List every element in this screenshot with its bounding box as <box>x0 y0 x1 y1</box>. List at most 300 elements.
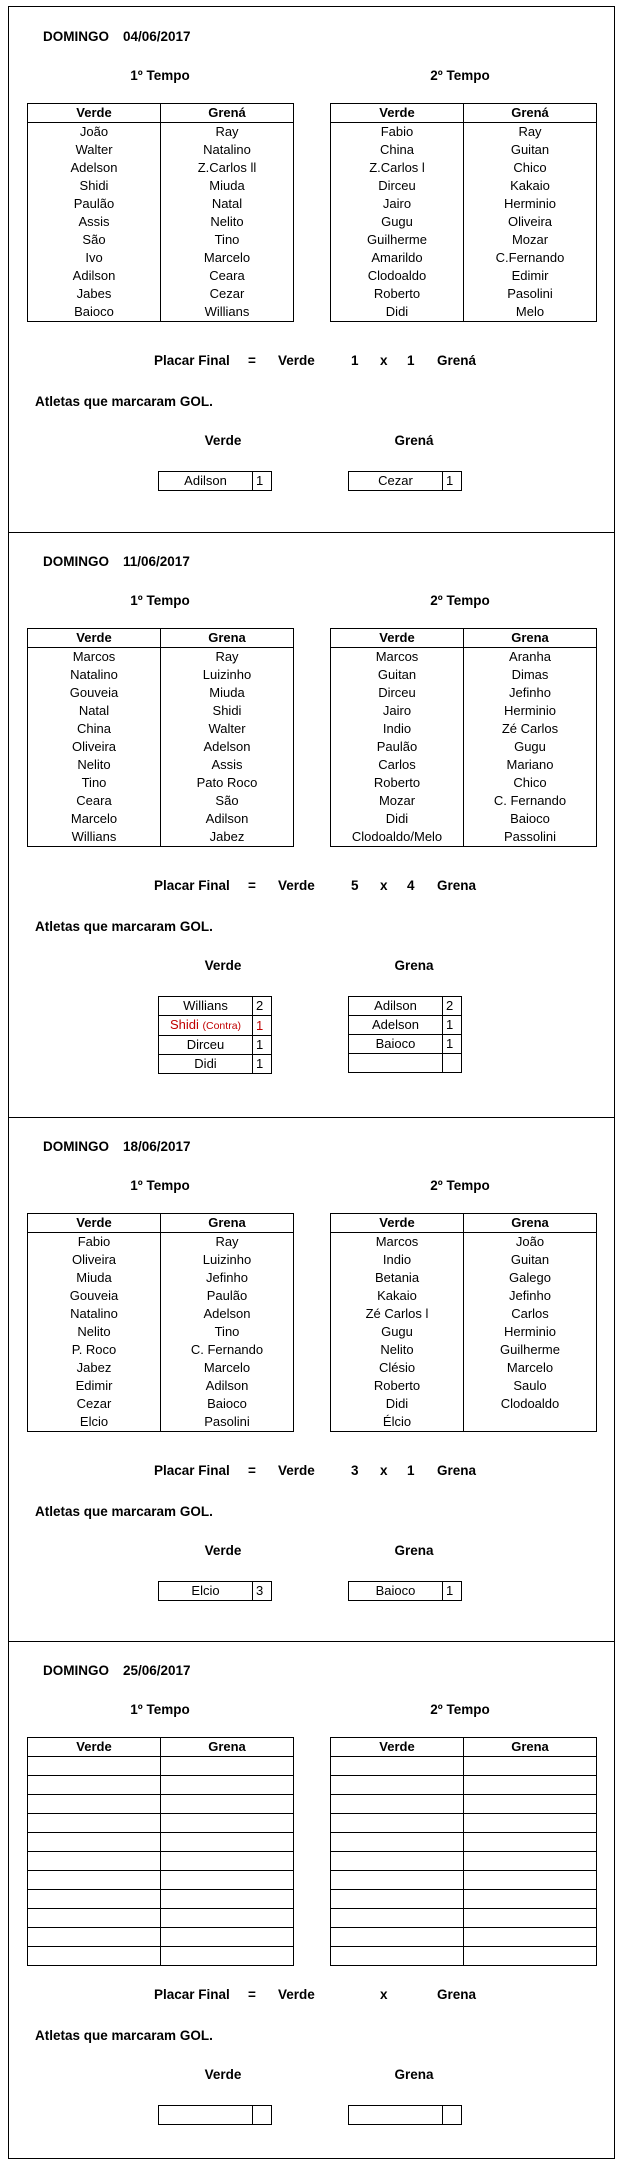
scorer-name <box>349 1035 443 1054</box>
player-grena: Chico <box>464 159 597 177</box>
player-verde: Z.Carlos l <box>331 159 464 177</box>
table-row <box>331 1269 597 1287</box>
player-verde: Indio <box>331 1251 464 1269</box>
table-row <box>331 1287 597 1305</box>
player-verde <box>28 1795 161 1814</box>
player-grena: Pasolini <box>464 285 597 303</box>
player-grena: Dimas <box>464 666 597 684</box>
player-verde <box>331 1852 464 1871</box>
player-grena <box>161 1795 294 1814</box>
player-verde: Marcos <box>331 1233 464 1252</box>
grena-scorers-table <box>348 2105 462 2125</box>
scorers-verde-title: Verde <box>204 1543 242 1558</box>
scorers-grena-title: Grená <box>394 433 434 448</box>
first-half-lineup-table <box>27 103 294 322</box>
player-grena: Baioco <box>161 1395 294 1413</box>
column-header-grena: Grená <box>161 104 294 123</box>
player-grena: Aranha <box>464 648 597 667</box>
table-row <box>28 828 294 847</box>
table-row <box>28 1413 294 1432</box>
player-grena <box>464 1776 597 1795</box>
player-verde: Gouveia <box>28 684 161 702</box>
player-grena <box>464 1852 597 1871</box>
final-score-goals-grena: 1 <box>407 1463 415 1478</box>
scorer-name-text: Baioco <box>375 1036 416 1051</box>
table-row <box>331 1909 597 1928</box>
table-row <box>331 792 597 810</box>
player-verde: P. Roco <box>28 1341 161 1359</box>
scorer-row <box>349 997 462 1016</box>
player-verde <box>28 1833 161 1852</box>
column-header-verde: Verde <box>331 104 464 123</box>
scorer-name <box>159 997 253 1016</box>
scorer-name <box>349 2106 443 2125</box>
player-verde: Indio <box>331 720 464 738</box>
scorer-name <box>159 1055 253 1074</box>
player-verde: Elcio <box>28 1413 161 1432</box>
player-grena: Baioco <box>464 810 597 828</box>
player-verde: Natal <box>28 702 161 720</box>
table-row <box>28 285 294 303</box>
match-date-title <box>43 29 191 44</box>
table-header-row <box>28 104 294 123</box>
player-verde: Guitan <box>331 666 464 684</box>
player-verde: Ceara <box>28 792 161 810</box>
player-verde: Natalino <box>28 1305 161 1323</box>
table-row <box>28 1233 294 1252</box>
scorers-verde-title: Verde <box>204 958 242 973</box>
player-verde: Betania <box>331 1269 464 1287</box>
player-grena: Miuda <box>161 177 294 195</box>
player-verde: Fabio <box>28 1233 161 1252</box>
match-sheet <box>8 6 615 2159</box>
scorer-name <box>159 1582 253 1601</box>
player-verde: Carlos <box>331 756 464 774</box>
table-row <box>331 1305 597 1323</box>
grena-scorers-table <box>348 471 462 491</box>
match-date: 04/06/2017 <box>123 29 191 44</box>
table-row <box>28 1814 294 1833</box>
player-grena: Ray <box>161 123 294 142</box>
final-score-goals-grena: 1 <box>407 353 415 368</box>
player-grena <box>161 1947 294 1966</box>
table-header-row <box>331 1214 597 1233</box>
table-row <box>331 1947 597 1966</box>
table-row <box>331 702 597 720</box>
player-verde <box>331 1814 464 1833</box>
player-grena: Oliveira <box>464 213 597 231</box>
scorer-name-text: Dirceu <box>186 1037 225 1052</box>
grena-scorers-table <box>348 1581 462 1601</box>
table-row <box>331 141 597 159</box>
player-grena: Clodoaldo <box>464 1395 597 1413</box>
table-row <box>331 1233 597 1252</box>
player-grena: Galego <box>464 1269 597 1287</box>
table-row <box>331 213 597 231</box>
player-grena <box>464 1871 597 1890</box>
player-verde <box>331 1833 464 1852</box>
player-verde: Clodoaldo/Melo <box>331 828 464 847</box>
own-goal-note: (Contra) <box>202 1020 242 1032</box>
player-grena: Natal <box>161 195 294 213</box>
player-grena: Guitan <box>464 141 597 159</box>
table-row <box>331 1833 597 1852</box>
player-grena: Natalino <box>161 141 294 159</box>
column-header-grena: Grena <box>464 1214 597 1233</box>
table-row <box>331 1359 597 1377</box>
player-grena: Jefinho <box>161 1269 294 1287</box>
player-grena: Guilherme <box>464 1341 597 1359</box>
table-row <box>331 1795 597 1814</box>
scorer-goals: 1 <box>253 1055 272 1074</box>
scorer-name <box>159 472 253 491</box>
player-grena <box>161 1909 294 1928</box>
table-row <box>28 648 294 667</box>
player-grena <box>464 1890 597 1909</box>
table-row <box>28 213 294 231</box>
scorer-row <box>349 1582 462 1601</box>
player-grena <box>161 1928 294 1947</box>
player-grena: Saulo <box>464 1377 597 1395</box>
first-half-title: 1º Tempo <box>130 1178 190 1193</box>
player-grena: Adilson <box>161 810 294 828</box>
player-grena: Jabez <box>161 828 294 847</box>
player-verde: Jairo <box>331 195 464 213</box>
final-score-label: Placar Final <box>154 1463 230 1478</box>
player-grena: Melo <box>464 303 597 322</box>
player-verde: São <box>28 231 161 249</box>
column-header-grena: Grena <box>161 1214 294 1233</box>
scorer-goals: 1 <box>443 1035 462 1054</box>
scorer-goals <box>443 1054 462 1073</box>
scorer-name <box>159 1016 253 1036</box>
scorer-name-text: Adilson <box>184 473 227 488</box>
scorers-grena-title: Grena <box>394 2067 434 2082</box>
player-verde: Didi <box>331 810 464 828</box>
player-verde: Amarildo <box>331 249 464 267</box>
table-row <box>28 1833 294 1852</box>
scorer-name-text: Willians <box>183 998 228 1013</box>
player-verde <box>28 1776 161 1795</box>
table-row <box>331 267 597 285</box>
player-verde: Marcos <box>331 648 464 667</box>
scorer-goals: 2 <box>253 997 272 1016</box>
table-row <box>28 1251 294 1269</box>
table-row <box>28 1909 294 1928</box>
table-row <box>28 231 294 249</box>
verde-scorers-table <box>158 996 272 1074</box>
second-half-title: 2º Tempo <box>430 1702 490 1717</box>
match-day: DOMINGO <box>43 1139 109 1154</box>
player-grena <box>161 1890 294 1909</box>
player-grena: Jefinho <box>464 684 597 702</box>
player-grena: Marcelo <box>161 249 294 267</box>
player-grena: Assis <box>161 756 294 774</box>
player-grena <box>161 1776 294 1795</box>
column-header-verde: Verde <box>28 1738 161 1757</box>
player-grena: Paulão <box>161 1287 294 1305</box>
scorers-grena-title: Grena <box>394 958 434 973</box>
table-row <box>28 1359 294 1377</box>
player-grena: Marcelo <box>161 1359 294 1377</box>
table-row <box>28 1269 294 1287</box>
player-verde <box>28 1947 161 1966</box>
table-row <box>28 720 294 738</box>
match-day: DOMINGO <box>43 554 109 569</box>
player-verde: Gugu <box>331 1323 464 1341</box>
player-grena <box>464 1795 597 1814</box>
player-verde: Kakaio <box>331 1287 464 1305</box>
table-row <box>28 1757 294 1776</box>
scorer-name <box>349 1054 443 1073</box>
player-verde: Fabio <box>331 123 464 142</box>
second-half-title: 2º Tempo <box>430 593 490 608</box>
table-row <box>28 267 294 285</box>
player-verde: Dirceu <box>331 177 464 195</box>
match-date-title <box>43 554 190 569</box>
table-row <box>28 774 294 792</box>
table-row <box>28 1287 294 1305</box>
table-row <box>331 285 597 303</box>
player-verde: Jabez <box>28 1359 161 1377</box>
player-verde: China <box>331 141 464 159</box>
verde-scorers-table <box>158 1581 272 1601</box>
table-row <box>28 1890 294 1909</box>
player-verde <box>28 1852 161 1871</box>
player-grena: Herminio <box>464 1323 597 1341</box>
player-grena: C. Fernando <box>464 792 597 810</box>
player-verde: Shidi <box>28 177 161 195</box>
player-verde: Tino <box>28 774 161 792</box>
player-grena: Herminio <box>464 702 597 720</box>
player-grena: Mozar <box>464 231 597 249</box>
table-row <box>28 1341 294 1359</box>
match-section <box>9 1641 614 2161</box>
table-row <box>331 756 597 774</box>
table-header-row <box>28 629 294 648</box>
player-grena: Carlos <box>464 1305 597 1323</box>
table-row <box>331 159 597 177</box>
player-grena: Ray <box>161 1233 294 1252</box>
final-score-team-verde: Verde <box>278 1987 315 2002</box>
player-grena: Shidi <box>161 702 294 720</box>
table-header-row <box>28 1214 294 1233</box>
player-grena <box>464 1814 597 1833</box>
final-score-team-grena: Grena <box>437 1463 477 1478</box>
table-row <box>28 195 294 213</box>
scorers-verde-title: Verde <box>204 2067 242 2082</box>
first-half-title: 1º Tempo <box>130 593 190 608</box>
match-day: DOMINGO <box>43 29 109 44</box>
final-score-goals-verde: 1 <box>351 353 359 368</box>
player-verde: Walter <box>28 141 161 159</box>
player-verde <box>28 1909 161 1928</box>
final-score-equals: = <box>248 353 256 368</box>
table-row <box>331 774 597 792</box>
table-header-row <box>331 104 597 123</box>
scorer-row <box>349 2106 462 2125</box>
table-row <box>28 177 294 195</box>
match-date-title <box>43 1663 191 1678</box>
scorer-goals <box>253 2106 272 2125</box>
table-row <box>331 1776 597 1795</box>
scorer-row <box>159 1016 272 1036</box>
table-row <box>331 1323 597 1341</box>
table-row <box>28 1776 294 1795</box>
player-grena: Herminio <box>464 195 597 213</box>
player-grena: Willians <box>161 303 294 322</box>
player-grena <box>161 1833 294 1852</box>
player-verde: Didi <box>331 303 464 322</box>
table-row <box>28 1795 294 1814</box>
table-row <box>331 303 597 322</box>
column-header-grena: Grena <box>161 1738 294 1757</box>
table-row <box>28 1323 294 1341</box>
player-verde: Willians <box>28 828 161 847</box>
table-row <box>331 231 597 249</box>
player-grena: Kakaio <box>464 177 597 195</box>
player-grena: Walter <box>161 720 294 738</box>
player-verde: Roberto <box>331 774 464 792</box>
scorer-row <box>159 1036 272 1055</box>
table-header-row <box>331 1738 597 1757</box>
player-grena <box>464 1928 597 1947</box>
final-score-goals-verde: 3 <box>351 1463 359 1478</box>
player-verde <box>331 1871 464 1890</box>
final-score-team-verde: Verde <box>278 878 315 893</box>
player-grena: Pasolini <box>161 1413 294 1432</box>
player-verde: Marcos <box>28 648 161 667</box>
scorer-row <box>349 1016 462 1035</box>
player-grena <box>464 1947 597 1966</box>
player-grena <box>464 1757 597 1776</box>
scorer-goals: 3 <box>253 1582 272 1601</box>
player-verde: Roberto <box>331 1377 464 1395</box>
table-row <box>28 159 294 177</box>
player-verde: Nelito <box>28 756 161 774</box>
player-verde <box>331 1909 464 1928</box>
scorer-name-text: Didi <box>194 1056 217 1071</box>
scorer-goals: 1 <box>253 1036 272 1055</box>
table-row <box>28 738 294 756</box>
player-grena: Ray <box>161 648 294 667</box>
player-verde: Ivo <box>28 249 161 267</box>
player-grena: C.Fernando <box>464 249 597 267</box>
table-row <box>331 828 597 847</box>
column-header-grena: Grena <box>464 1738 597 1757</box>
player-verde: Baioco <box>28 303 161 322</box>
player-verde <box>28 1928 161 1947</box>
player-grena: Adelson <box>161 1305 294 1323</box>
scorers-verde-title: Verde <box>204 433 242 448</box>
match-date: 25/06/2017 <box>123 1663 191 1678</box>
player-grena: Adilson <box>161 1377 294 1395</box>
player-verde: Roberto <box>331 285 464 303</box>
player-grena <box>464 1909 597 1928</box>
scorer-name <box>349 997 443 1016</box>
final-score-equals: = <box>248 1463 256 1478</box>
player-grena: João <box>464 1233 597 1252</box>
player-verde: Edimir <box>28 1377 161 1395</box>
second-half-title: 2º Tempo <box>430 1178 490 1193</box>
final-score-team-verde: Verde <box>278 1463 315 1478</box>
scorer-goals: 1 <box>443 472 462 491</box>
column-header-grena: Grena <box>464 629 597 648</box>
final-score-equals: = <box>248 878 256 893</box>
player-grena: Marcelo <box>464 1359 597 1377</box>
table-row <box>331 1757 597 1776</box>
column-header-verde: Verde <box>331 629 464 648</box>
table-row <box>331 1395 597 1413</box>
player-grena: Z.Carlos ll <box>161 159 294 177</box>
table-row <box>28 756 294 774</box>
player-grena: Ray <box>464 123 597 142</box>
table-row <box>28 1947 294 1966</box>
table-row <box>331 249 597 267</box>
player-verde: Clodoaldo <box>331 267 464 285</box>
final-score-x: x <box>380 878 388 893</box>
player-grena: Nelito <box>161 213 294 231</box>
table-row <box>28 123 294 142</box>
scorer-row <box>159 1055 272 1074</box>
table-row <box>28 702 294 720</box>
match-day: DOMINGO <box>43 1663 109 1678</box>
player-grena: Gugu <box>464 738 597 756</box>
table-row <box>331 195 597 213</box>
table-row <box>28 684 294 702</box>
second-half-lineup-table <box>330 1213 597 1432</box>
scorer-goals: 1 <box>253 472 272 491</box>
final-score-team-grena: Grena <box>437 878 477 893</box>
match-section <box>9 7 614 527</box>
scorer-name <box>349 1582 443 1601</box>
scorer-row <box>349 1054 462 1073</box>
scorer-name <box>159 2106 253 2125</box>
final-score-goals-verde: 5 <box>351 878 359 893</box>
table-row <box>331 177 597 195</box>
table-row <box>331 1871 597 1890</box>
scorer-name-text: Adilson <box>374 998 417 1013</box>
column-header-verde: Verde <box>331 1214 464 1233</box>
player-grena: Edimir <box>464 267 597 285</box>
scorer-row <box>349 1035 462 1054</box>
table-row <box>28 792 294 810</box>
player-grena: Luizinho <box>161 1251 294 1269</box>
player-grena <box>464 1413 597 1432</box>
table-row <box>331 1377 597 1395</box>
final-score-label: Placar Final <box>154 1987 230 2002</box>
match-date: 11/06/2017 <box>123 554 190 569</box>
table-row <box>28 1305 294 1323</box>
second-half-title: 2º Tempo <box>430 68 490 83</box>
first-half-title: 1º Tempo <box>130 68 190 83</box>
player-grena: Luizinho <box>161 666 294 684</box>
player-verde: Paulão <box>331 738 464 756</box>
player-grena: Guitan <box>464 1251 597 1269</box>
player-grena: Pato Roco <box>161 774 294 792</box>
first-half-lineup-table <box>27 1737 294 1966</box>
player-grena <box>161 1757 294 1776</box>
table-row <box>331 1413 597 1432</box>
final-score-x: x <box>380 353 388 368</box>
table-row <box>28 810 294 828</box>
table-row <box>331 1814 597 1833</box>
scorer-goals: 1 <box>443 1582 462 1601</box>
table-row <box>331 810 597 828</box>
player-grena: Tino <box>161 231 294 249</box>
player-verde: Élcio <box>331 1413 464 1432</box>
player-verde <box>28 1814 161 1833</box>
